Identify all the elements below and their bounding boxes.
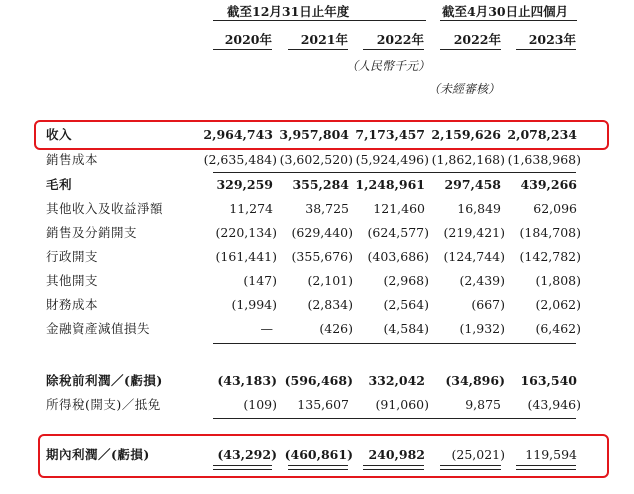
cell-value: (1,862,168) [431,152,505,167]
cell-value: (34,896) [445,373,505,388]
period-header-fy: 截至12月31日止年度 [227,4,350,19]
row-label: 收入 [46,127,73,142]
cell-value: 3,957,804 [279,127,349,142]
cell-value: (1,994) [231,297,277,312]
unit-unaudited: （未經審核） [428,82,501,96]
cell-value: (91,060) [375,397,429,412]
row-label: 其他收入及收益淨額 [46,201,164,216]
table-row-other-expenses [0,271,634,291]
cell-value: (2,062) [535,297,581,312]
cell-value: (142,782) [519,249,581,264]
cell-value: (161,441) [215,249,277,264]
table-row-admin-expenses [0,247,634,267]
cell-value: 240,982 [368,447,425,462]
cell-value: (5,924,496) [355,152,429,167]
cell-value: 2,078,234 [507,127,577,142]
cell-value: (6,462) [535,321,581,336]
row-label: 其他開支 [46,273,99,288]
row-label: 行政開支 [46,249,99,264]
table-row-net-profit [0,445,634,465]
year-underline-3 [363,49,424,50]
cell-value: (3,602,520) [279,152,353,167]
table-row-finance-costs [0,295,634,315]
cell-value: (2,968) [383,273,429,288]
divider-net-profit [213,418,576,419]
year-header-2021: 2021年 [300,32,348,47]
period-header-4m-underline [440,20,577,21]
cell-value: 119,594 [525,447,577,462]
cell-value: (355,676) [291,249,353,264]
cell-value: (43,946) [527,397,581,412]
period-header-4m: 截至4月30日止四個月 [442,4,569,19]
cell-value: (624,577) [367,225,429,240]
cell-value: 332,042 [368,373,425,388]
cell-value: (4,584) [383,321,429,336]
row-label: 財務成本 [46,297,99,312]
cell-value: (1,932) [459,321,505,336]
cell-value: 62,096 [533,201,577,216]
cell-value: 2,159,626 [431,127,501,142]
year-underline-5 [516,49,576,50]
cell-value: (124,744) [443,249,505,264]
table-row-other-income [0,199,634,219]
cell-value: (2,635,484) [203,152,277,167]
row-label: 毛利 [46,177,73,192]
cell-value: (460,861) [284,447,353,462]
cell-value: 135,607 [297,397,349,412]
cell-value: 7,173,457 [355,127,425,142]
row-label: 除稅前利潤／(虧損) [46,373,163,388]
year-header-2022-4m: 2022年 [453,32,501,47]
double-underline [213,465,272,470]
year-header-2020: 2020年 [224,32,272,47]
double-underline [288,465,348,470]
row-label: 金融資產減值損失 [46,321,151,336]
cell-value: (629,440) [291,225,353,240]
cell-value: (2,564) [383,297,429,312]
cell-value: (426) [319,321,353,336]
cell-value: 2,964,743 [203,127,273,142]
cell-value: — [260,321,273,336]
cell-value: (43,292) [217,447,277,462]
cell-value: (25,021) [451,447,505,462]
cell-value: 439,266 [520,177,577,192]
double-underline [440,465,501,470]
year-underline-2 [288,49,348,50]
cell-value: 329,259 [216,177,273,192]
cell-value: 163,540 [520,373,577,388]
year-header-2023-4m: 2023年 [528,32,576,47]
table-row-impairment-losses [0,319,634,339]
cell-value: (667) [471,297,505,312]
cell-value: (220,134) [215,225,277,240]
row-label: 期內利潤／(虧損) [46,447,150,462]
cell-value: 355,284 [292,177,349,192]
cell-value: (219,421) [443,225,505,240]
cell-value: (1,638,968) [507,152,581,167]
cell-value: (43,183) [217,373,277,388]
divider-before-tax [213,343,576,344]
cell-value: 16,849 [457,201,501,216]
double-underline [363,465,424,470]
table-row-revenue [0,125,634,145]
cell-value: (2,439) [459,273,505,288]
cell-value: 11,274 [229,201,273,216]
cell-value: 121,460 [373,201,425,216]
cell-value: (1,808) [535,273,581,288]
period-header-fy-underline [213,20,426,21]
cell-value: (147) [243,273,277,288]
table-row-gross-profit [0,175,634,195]
row-label: 所得稅(開支)／抵免 [46,397,161,412]
year-underline-1 [213,49,272,50]
cell-value: 9,875 [465,397,501,412]
cell-value: 38,725 [305,201,349,216]
year-underline-4 [440,49,501,50]
cell-value: 1,248,961 [355,177,425,192]
divider-gross-profit [213,172,576,173]
cell-value: (403,686) [367,249,429,264]
table-row-selling-expenses [0,223,634,243]
unit-currency: （人民幣千元） [346,59,431,73]
cell-value: (109) [243,397,277,412]
table-row-income-tax [0,395,634,415]
row-label: 銷售成本 [46,152,99,167]
table-row-profit-before-tax [0,371,634,391]
double-underline [516,465,576,470]
row-label: 銷售及分銷開支 [46,225,138,240]
cell-value: (596,468) [284,373,353,388]
year-header-2022: 2022年 [376,32,424,47]
cell-value: (2,101) [307,273,353,288]
cell-value: (184,708) [519,225,581,240]
table-row-cost-of-sales [0,150,634,170]
cell-value: (2,834) [307,297,353,312]
cell-value: 297,458 [444,177,501,192]
